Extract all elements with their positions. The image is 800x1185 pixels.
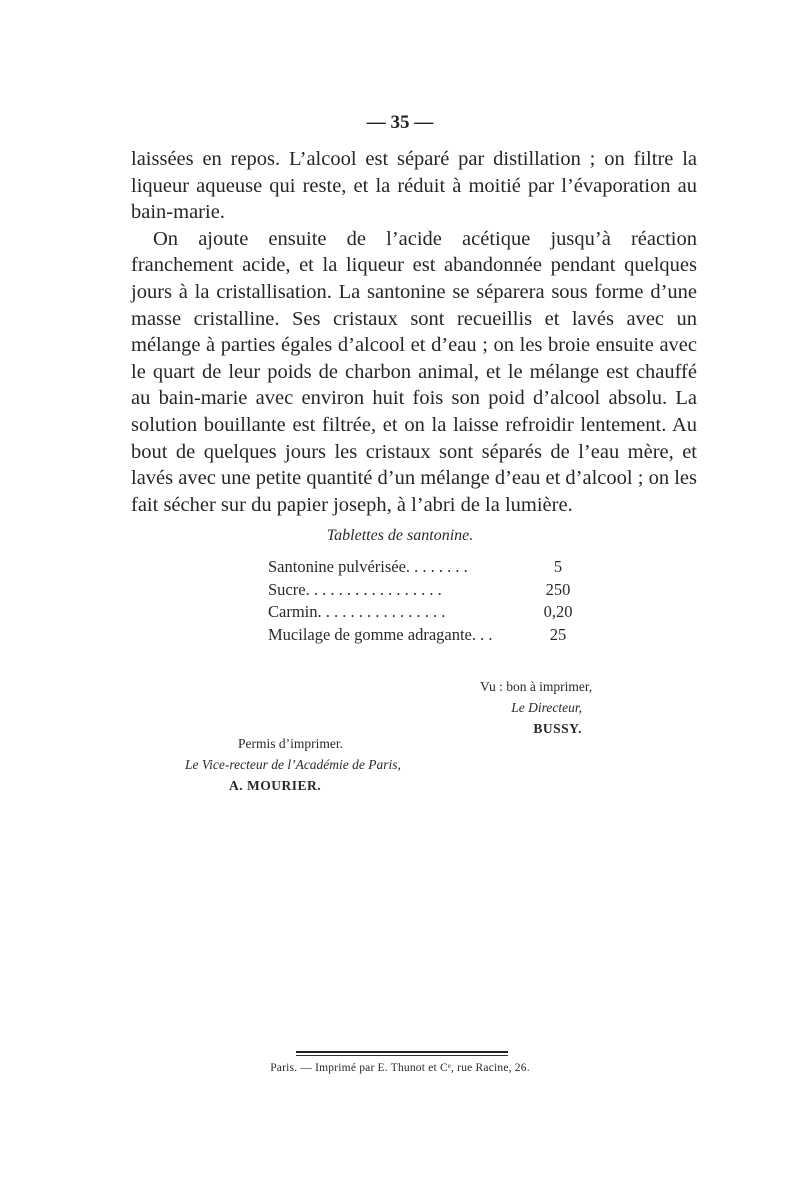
recipe-item-quantity: 250 xyxy=(545,579,571,599)
recipe-list xyxy=(268,556,588,646)
permit-role: Le Vice-recteur de l’Académie de Paris, xyxy=(185,757,401,772)
approval-signature: BUSSY. xyxy=(533,721,582,736)
recipe-item-quantity: 25 xyxy=(549,624,567,644)
permit-line: Permis d’imprimer. xyxy=(238,736,343,751)
body-text xyxy=(131,146,697,518)
recipe-row xyxy=(268,579,588,602)
footer-rule-thin xyxy=(296,1055,508,1056)
recipe-row xyxy=(268,556,588,579)
footer-rule xyxy=(296,1051,508,1053)
recipe-row xyxy=(268,624,588,647)
recipe-item-name: Santonine pulvérisée. . . . . . . . xyxy=(268,557,468,576)
approval-block xyxy=(470,676,610,739)
recipe-title: Tablettes de santonine. xyxy=(326,527,474,544)
approval-vu: Vu : bon à imprimer, xyxy=(480,679,593,694)
recipe-item-name: Carmin. . . . . . . . . . . . . . . . xyxy=(268,602,446,621)
recipe-item-quantity: 5 xyxy=(553,557,563,576)
page-number: — 35 — xyxy=(366,112,434,133)
approval-role: Le Directeur, xyxy=(511,700,582,715)
permit-signature: A. MOURIER. xyxy=(229,778,322,793)
paragraph-1: laissées en repos. L’alcool est séparé par distillation ; on filtre la liqueur aqueuse qui reste, et la réduit à moitié par l’évaporation au bain-marie. xyxy=(131,148,697,224)
permit-block xyxy=(180,733,450,796)
recipe-item-name: Sucre. . . . . . . . . . . . . . . . . xyxy=(268,579,442,599)
recipe-row xyxy=(268,601,588,624)
recipe-item-name: Mucilage de gomme adragante. . . xyxy=(268,624,493,644)
paragraph-2: On ajoute ensuite de l’acide acétique jusqu’à réaction franchement acide, et la liqueur est abandonnée pendant quelques jours à la cristallisation. La santonine se séparera sous forme d’une masse cristalline. Ses cristaux sont recueillis et lavés avec un mélange à parties égales d’alcool et d’eau ; on les broie ensuite avec le quart de leur poids de charbon animal, et le mélange est chauffé au bain-marie avec environ huit fois son poid d’alcool absolu. La solution bouillante est filtrée, et on la laisse refroidir lentement. Au bout de quelques jours les cristaux sont séparés de l’eau mère, et lavés avec une petite quantité d’un mélange d’eau et d’alcool ; on les fait sécher sur du papier joseph, à l’abri de la lumière. xyxy=(131,227,697,516)
recipe-item-quantity: 0,20 xyxy=(543,602,573,621)
printer-imprint: Paris. — Imprimé par E. Thunot et Cᵉ, rue Racine, 26. xyxy=(270,1062,530,1074)
